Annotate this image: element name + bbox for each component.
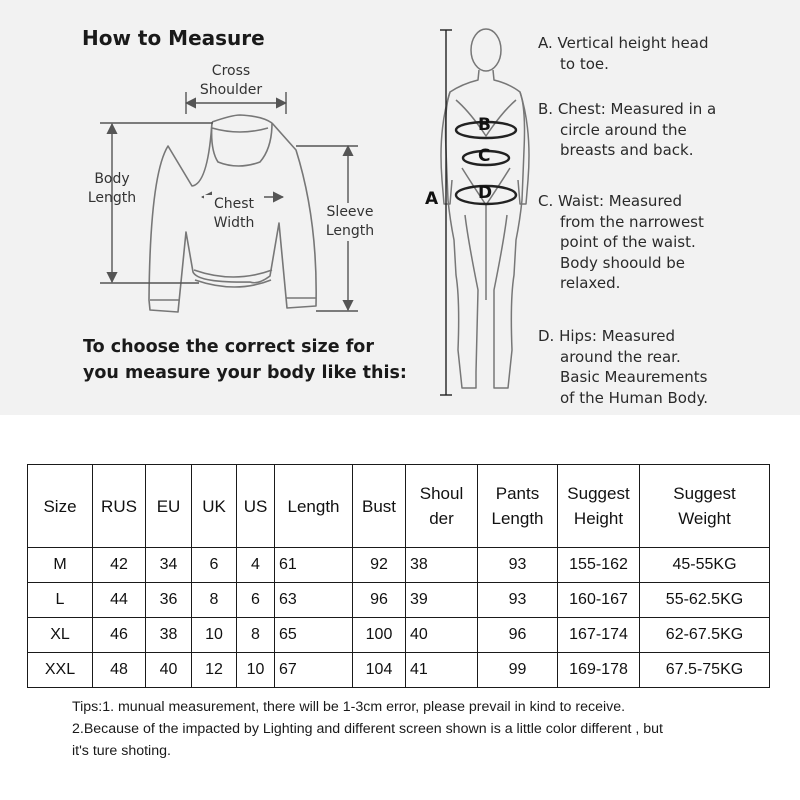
figure-letter-c: C <box>478 146 491 166</box>
body-length-label: Body Length <box>87 171 137 206</box>
table-cell: XL <box>28 618 93 653</box>
tips-text <box>72 696 792 762</box>
table-row <box>28 548 770 583</box>
column-header: EU <box>146 465 192 548</box>
table-cell: 63 <box>275 583 353 618</box>
table-cell: 40 <box>146 653 192 688</box>
table-cell: 46 <box>93 618 146 653</box>
column-header: RUS <box>93 465 146 548</box>
table-cell: 65 <box>275 618 353 653</box>
legend-item-b: B. Chest: Measured in a circle around the breasts and back. <box>538 100 717 159</box>
figure-letter-a: A <box>425 189 439 209</box>
table-cell: 93 <box>478 548 558 583</box>
table-cell: 39 <box>406 583 478 618</box>
table-cell: 45-55KG <box>640 548 770 583</box>
table-row <box>28 583 770 618</box>
table-cell: 104 <box>353 653 406 688</box>
column-header: Shoul der <box>406 465 478 548</box>
table-cell: 67 <box>275 653 353 688</box>
tip-line: Tips:1. munual measurement, there will be 1-3cm error, please prevail in kind to receive. <box>72 699 626 715</box>
legend-item-c: C. Waist: Measured from the narrowest point of the waist. Body shoould be relaxed. <box>538 192 704 292</box>
table-cell: 96 <box>353 583 406 618</box>
table-cell: 8 <box>192 583 237 618</box>
table-cell: 38 <box>406 548 478 583</box>
table-cell: 100 <box>353 618 406 653</box>
table-cell: 6 <box>237 583 275 618</box>
chest-width-label: Chest Width <box>204 195 264 233</box>
table-cell: 40 <box>406 618 478 653</box>
table-cell: 12 <box>192 653 237 688</box>
table-cell: 169-178 <box>558 653 640 688</box>
page-title: How to Measure <box>82 26 265 50</box>
table-cell: 55-62.5KG <box>640 583 770 618</box>
table-cell: 10 <box>237 653 275 688</box>
table-cell: 160-167 <box>558 583 640 618</box>
table-cell: 4 <box>237 548 275 583</box>
table-cell: 61 <box>275 548 353 583</box>
column-header: Size <box>28 465 93 548</box>
tip-line: 2.Because of the impacted by Lighting and different screen shown is a little color different , but <box>72 721 663 737</box>
column-header: US <box>237 465 275 548</box>
table-cell: 38 <box>146 618 192 653</box>
table-cell: 42 <box>93 548 146 583</box>
column-header: UK <box>192 465 237 548</box>
column-header: Suggest Height <box>558 465 640 548</box>
table-cell: 92 <box>353 548 406 583</box>
table-cell: 36 <box>146 583 192 618</box>
figure-letter-d: D <box>478 183 493 203</box>
cross-shoulder-label: Cross Shoulder <box>199 63 263 98</box>
table-cell: 155-162 <box>558 548 640 583</box>
table-cell: 93 <box>478 583 558 618</box>
table-cell: XXL <box>28 653 93 688</box>
table-header-row <box>28 465 770 548</box>
legend-item-d: D. Hips: Measured around the rear. Basic Meaurements of the Human Body. <box>538 327 708 407</box>
tip-line: it's ture shoting. <box>72 743 171 759</box>
table-row <box>28 653 770 688</box>
table-cell: 10 <box>192 618 237 653</box>
column-header: Pants Length <box>478 465 558 548</box>
figure-letter-b: B <box>478 115 491 135</box>
size-chart-table <box>27 464 770 688</box>
table-cell: 6 <box>192 548 237 583</box>
instruction-text: To choose the correct size for you measure your body like this: <box>83 337 407 383</box>
table-cell: M <box>28 548 93 583</box>
table-cell: 48 <box>93 653 146 688</box>
table-cell: 8 <box>237 618 275 653</box>
legend-item-a: A. Vertical height head to toe. <box>538 34 709 73</box>
table-cell: 34 <box>146 548 192 583</box>
table-cell: 41 <box>406 653 478 688</box>
column-header: Length <box>275 465 353 548</box>
table-cell: 99 <box>478 653 558 688</box>
table-row <box>28 618 770 653</box>
table-cell: 167-174 <box>558 618 640 653</box>
sleeve-length-label: Sleeve Length <box>318 203 382 241</box>
table-cell: 96 <box>478 618 558 653</box>
table-cell: 62-67.5KG <box>640 618 770 653</box>
body-figure <box>441 29 529 388</box>
column-header: Bust <box>353 465 406 548</box>
table-cell: 67.5-75KG <box>640 653 770 688</box>
table-cell: 44 <box>93 583 146 618</box>
table-cell: L <box>28 583 93 618</box>
column-header: Suggest Weight <box>640 465 770 548</box>
